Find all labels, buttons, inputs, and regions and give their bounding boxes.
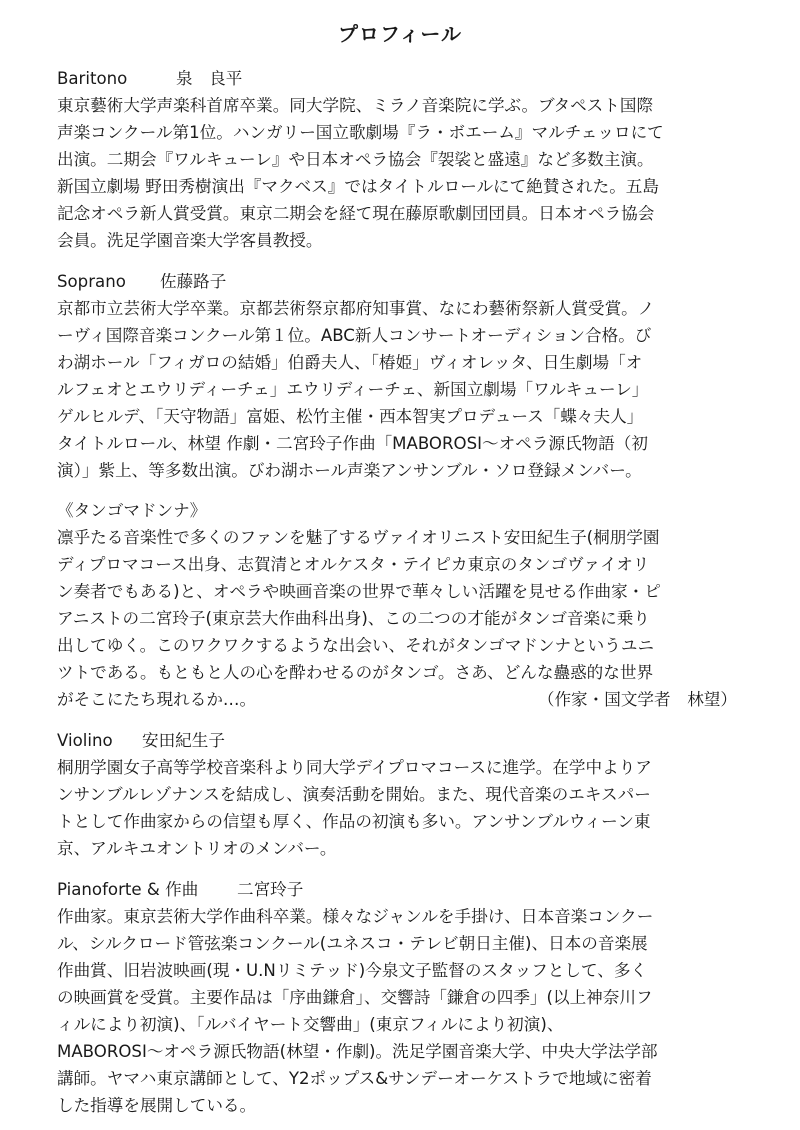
section-line: アニストの二宮玲子(東京芸大作曲科出身)、この二つの才能がタンゴ音楽に乗り — [57, 609, 650, 628]
section-role: Violino — [57, 731, 113, 750]
profile-section-violino — [57, 727, 757, 862]
section-line: ィルにより初演)、「ルバイヤート交響曲」(東京フィルにより初演)、 — [57, 1015, 564, 1034]
section-role: Soprano — [57, 272, 126, 291]
section-line: トとして作曲家からの信望も厚く、作品の初演も多い。アンサンブルウィーン東 — [57, 812, 651, 831]
section-line: ル、シルクロード管弦楽コンクール(ユネスコ・テレビ朝日主催)、日本の音楽展 — [57, 934, 648, 953]
section-heading — [57, 497, 757, 524]
profile-section-tango-madonna — [57, 497, 757, 713]
section-heading — [57, 65, 757, 92]
section-line: した指導を展開している。 — [57, 1096, 257, 1115]
section-line: 新国立劇場 野田秀樹演出『マクベス』ではタイトルロールにて絶賛された。五島 — [57, 177, 659, 196]
section-name: 二宮玲子 — [237, 880, 304, 899]
section-line: 京、アルキユオントリオのメンバー。 — [57, 839, 337, 858]
profile-section-soprano — [57, 268, 757, 484]
section-line: ンサンブルレゾナンスを結成し、演奏活動を開始。また、現代音楽のエキスパー — [57, 785, 651, 804]
section-line: 桐朋学園女子高等学校音楽科より同大学デイプロマコースに進学。在学中よりア — [57, 758, 652, 777]
profile-section-baritono — [57, 65, 757, 254]
section-line: 記念オペラ新人賞受賞。東京二期会を経て現在藤原歌劇団団員。日本オペラ協会 — [57, 204, 655, 223]
section-line: ツトである。もともと人の心を酔わせるのがタンゴ。さあ、どんな蠱惑的な世界 — [57, 663, 654, 682]
author-credit: （作家・国文学者 林望） — [537, 690, 737, 709]
section-line: ディプロマコース出身、志賀清とオルケスタ・テイピカ東京のタンゴヴァイオリ — [57, 555, 650, 574]
section-line: 講師。ヤマハ東京講師として、Y2ポップス&サンデーオーケストラで地域に密着 — [57, 1069, 652, 1088]
section-line: ゲルヒルデ、「天守物語」富姫、松竹主催・西本智実プロデュース「蝶々夫人」 — [57, 407, 644, 426]
section-line: 出してゆく。このワクワクするような出会い、それがタンゴマドンナというユニ — [57, 636, 655, 655]
section-line: がそこにたち現れるか…。 — [57, 690, 257, 709]
section-line: ン奏者でもある)と、オペラや映画音楽の世界で華々しい活躍を見せる作曲家・ピ — [57, 582, 661, 601]
section-line: MABOROSI～オペラ源氏物語(林望・作劇)。洗足学園音楽大学、中央大学法学部 — [57, 1042, 658, 1061]
section-line: 凛乎たる音楽性で多くのファンを魅了するヴァイオリニスト安田紀生子(桐朋学園 — [57, 528, 660, 547]
section-name: 泉 良平 — [176, 69, 243, 88]
section-line: 会員。洗足学園音楽大学客員教授。 — [57, 231, 323, 250]
section-last-line — [57, 686, 737, 713]
section-heading — [57, 876, 757, 903]
section-line: わ湖ホール「フィガロの結婚」伯爵夫人、「椿姫」ヴィオレッタ、日生劇場「オ — [57, 353, 643, 372]
section-line: 演）」紫上、等多数出演。びわ湖ホール声楽アンサンブル・ソロ登録メンバー。 — [57, 461, 642, 480]
section-name: 佐藤路子 — [160, 272, 227, 291]
section-line: 作曲賞、旧岩波映画(現・U.Nリミテッド)今泉文子監督のスタッフとして、多く — [57, 961, 648, 980]
section-line: の映画賞を受賞。主要作品は「序曲鎌倉」、交響詩「鎌倉の四季」(以上神奈川フ — [57, 988, 653, 1007]
section-line: 京都市立芸術大学卒業。京都芸術祭京都府知事賞、なにわ藝術祭新人賞受賞。ノ — [57, 299, 655, 318]
section-line: 出演。二期会『ワルキューレ』や日本オペラ協会『袈裟と盛遠』など多数主演。 — [57, 150, 654, 169]
section-line: ルフェオとエウリディーチェ」エウリディーチェ、新国立劇場「ワルキューレ」 — [57, 380, 649, 399]
section-line: 声楽コンクール第1位。ハンガリー国立歌劇場『ラ・ボエーム』マルチェッロにて — [57, 123, 664, 142]
section-role: Baritono — [57, 69, 128, 88]
section-line: ーヴィ国際音楽コンクール第１位。ABC新人コンサートオーディション合格。び — [57, 326, 652, 345]
section-line: 東京藝術大学声楽科首席卒業。同大学院、ミラノ音楽院に学ぶ。ブタペスト国際 — [57, 96, 654, 115]
section-name: 安田紀生子 — [142, 731, 225, 750]
section-line: 作曲家。東京芸術大学作曲科卒業。様々なジャンルを手掛け、日本音楽コンクー — [57, 907, 654, 926]
page-title: プロフィール — [338, 22, 462, 46]
section-line: タイトルロール、林望 作劇・二宮玲子作曲「MABOROSI～オペラ源氏物語（初 — [57, 434, 648, 453]
section-role: Pianoforte & 作曲 — [57, 880, 199, 899]
section-heading — [57, 727, 757, 754]
section-heading — [57, 268, 757, 295]
section-role: 《タンゴマドンナ》 — [57, 501, 207, 520]
profile-section-pianoforte — [57, 876, 757, 1119]
